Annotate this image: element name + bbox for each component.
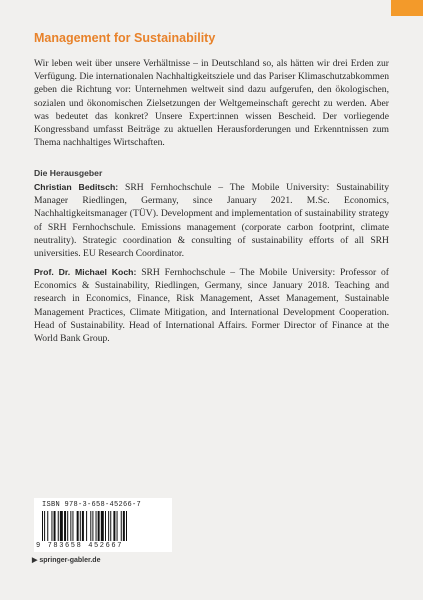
arrow-icon: ▶ bbox=[32, 557, 38, 564]
editor-text-2: SRH Fernhochschule – The Mobile University: Professor of Economics & Sustainability, Riedlingen, Germany, since January 2018. Teaching and research in Economics, Finance, Risk Management, Asset Management, Sustainable Management Practices, Climate Mitigation, and International Development Cooperation. Head of Sustainability. Head of International Affairs. Former Director of Finance at the World Bank Group. bbox=[34, 267, 389, 345]
editor-name-1: Christian Beditsch: bbox=[34, 182, 119, 192]
barcode-digits: 9 783658 452667 bbox=[36, 542, 124, 550]
publisher-url: springer-gabler.de bbox=[39, 557, 101, 564]
book-title: Management for Sustainability bbox=[34, 31, 216, 45]
editor-bio-2 bbox=[34, 266, 389, 345]
orange-corner-tab bbox=[391, 0, 423, 16]
editors-heading: Die Herausgeber bbox=[34, 168, 103, 178]
intro-paragraph: Wir leben weit über unsere Verhältnisse – in Deutschland so, als hätten wir drei Erden zur Verfügung. Die internationalen Nachhaltigkeitsziele und das Pariser Klimaschutzabkommen geben die Richtung vor: Unternehmen weltweit sind dazu aufgerufen, den ökologischen, sozialen und ökonomischen Zielsetzungen der Weltgemeinschaft gerecht zu werden. Aber was bedeutet das konkret? Unsere Expert:innen wissen Bescheid. Der vorliegende Kongressband umfasst Beiträge zu aktuellen Herausforderungen und Erkenntnissen zum Thema nachhaltiges Wirtschaften. bbox=[34, 58, 389, 149]
editor-bio-1 bbox=[34, 181, 389, 260]
editor-text-1: SRH Fernhochschule – The Mobile University: Sustainability Manager Riedlingen, Germany, since January 2021. M.Sc. Economics, Nachhaltigkeitsmanager (TÜV). Development and implementation of sustainability strategy of SRH Fernhochschule. Emissions management (corporate carbon footprint, climate neutrality). Strategic coordination & consulting of sustainability efforts of all SRH universities. EU Research Coordinator. bbox=[34, 182, 389, 260]
isbn-text: ISBN 978-3-658-45266-7 bbox=[42, 501, 142, 509]
barcode-bars bbox=[42, 511, 162, 541]
publisher-link[interactable] bbox=[32, 556, 100, 564]
isbn-barcode bbox=[34, 498, 172, 552]
editor-name-2: Prof. Dr. Michael Koch: bbox=[34, 267, 137, 277]
